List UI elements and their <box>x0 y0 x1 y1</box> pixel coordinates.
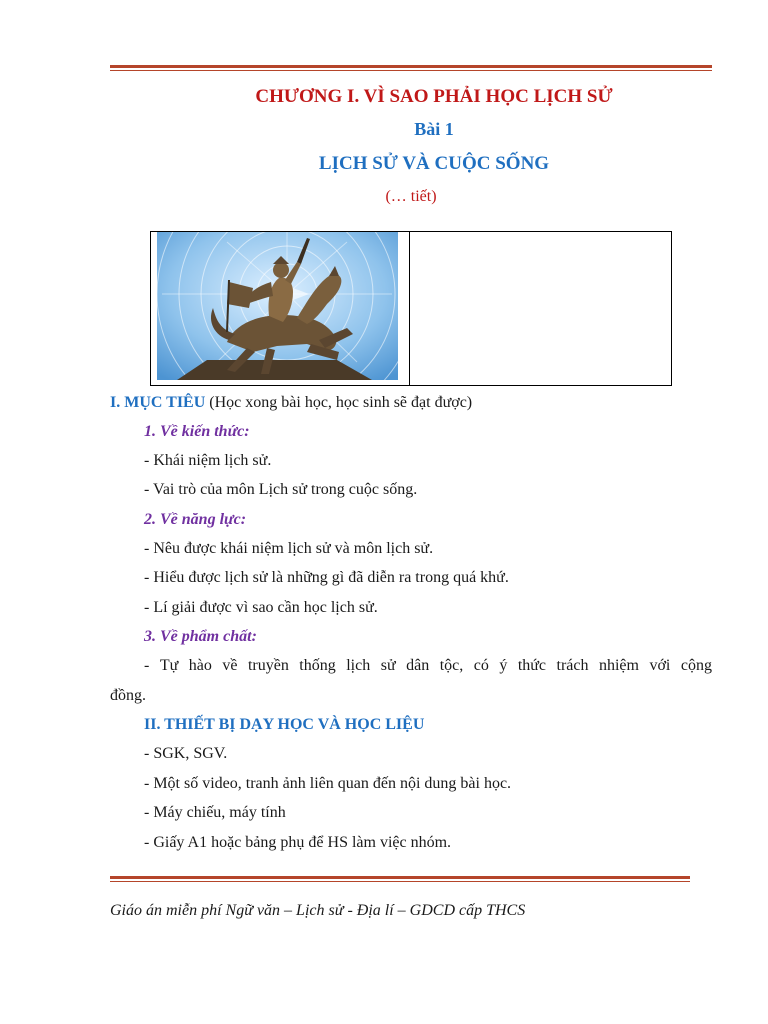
list-item: - Vai trò của môn Lịch sử trong cuộc sống. <box>144 481 418 498</box>
list-item: - SGK, SGV. <box>144 745 228 762</box>
justified-word: thức <box>517 657 547 674</box>
figure-image-cell <box>151 232 410 385</box>
justified-word: trách <box>556 657 589 674</box>
list-item: - Nêu được khái niệm lịch sử và môn lịch sử. <box>144 540 434 557</box>
list-item: - Lí giải được vì sao cần học lịch sử. <box>144 599 378 616</box>
period-note: (… tiết) <box>385 188 437 205</box>
justified-list-item <box>144 656 712 676</box>
list-item-continuation: đồng. <box>110 687 146 704</box>
justified-word: ý <box>499 657 508 674</box>
section-1-heading-line <box>110 393 472 413</box>
justified-word: cộng <box>680 657 712 674</box>
justified-word: thống <box>299 657 336 674</box>
justified-word: nhiệm <box>598 657 639 674</box>
justified-word: lịch <box>346 657 371 674</box>
footer-text: Giáo án miễn phí Ngữ văn – Lịch sử - Địa lí – GDCD cấp THCS <box>110 902 526 919</box>
section-1-heading-note: (Học xong bài học, học sinh sẽ đạt được) <box>209 394 473 411</box>
list-item: - Hiểu được lịch sử là những gì đã diễn ra trong quá khứ. <box>144 569 509 586</box>
lesson-title: LỊCH SỬ VÀ CUỘC SỐNG <box>318 153 550 174</box>
justified-word: với <box>649 657 671 674</box>
justified-word: có <box>473 657 489 674</box>
list-item: - Giấy A1 hoặc bảng phụ để HS làm việc nhóm. <box>144 834 452 851</box>
list-item: - Một số video, tranh ảnh liên quan đến nội dung bài học. <box>144 775 512 792</box>
justified-word: tộc, <box>439 657 464 674</box>
justified-word: - <box>144 657 150 674</box>
justified-word: Tự <box>159 657 179 674</box>
justified-word: hào <box>188 657 212 674</box>
list-item: - Máy chiếu, máy tính <box>144 804 286 821</box>
figure-table <box>150 231 672 386</box>
section-2-heading: II. THIẾT BỊ DẠY HỌC VÀ HỌC LIỆU <box>144 716 425 733</box>
sub-heading-knowledge: 1. Về kiến thức: <box>144 423 250 440</box>
statue-picture <box>157 232 398 380</box>
empty-table-cell <box>410 232 671 385</box>
list-item: - Khái niệm lịch sử. <box>144 452 272 469</box>
bottom-divider <box>110 876 690 882</box>
chapter-title: CHƯƠNG I. VÌ SAO PHẢI HỌC LỊCH SỬ <box>255 86 613 107</box>
justified-word: về <box>222 657 238 674</box>
lesson-number: Bài 1 <box>414 119 454 139</box>
section-1-heading: I. MỤC TIÊU <box>110 394 206 411</box>
justified-word: sử <box>380 657 396 674</box>
justified-word: truyền <box>247 657 289 674</box>
sub-heading-competency: 2. Về năng lực: <box>144 511 247 528</box>
top-divider <box>110 65 712 71</box>
justified-word: dân <box>406 657 430 674</box>
sub-heading-quality: 3. Về phẩm chất: <box>144 628 257 645</box>
